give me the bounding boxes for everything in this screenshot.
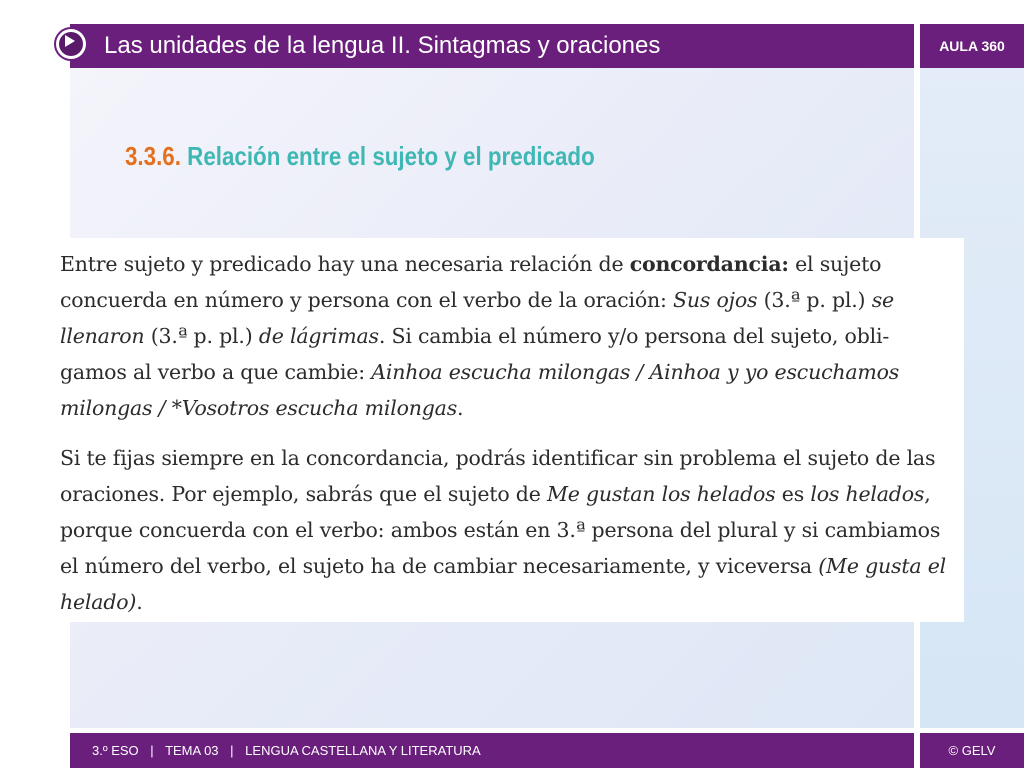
p1-run: concordancia: bbox=[629, 252, 789, 276]
paragraph-example bbox=[60, 440, 950, 620]
footer-topic: TEMA 03 bbox=[165, 743, 219, 758]
p1-run: Entre sujeto y predicado hay una necesaria relación de bbox=[60, 252, 630, 276]
brand-logo: AULA 360 bbox=[920, 24, 1024, 68]
play-icon-triangle bbox=[65, 35, 75, 47]
footer-breadcrumb bbox=[92, 733, 481, 768]
p1-run: Sus ojos bbox=[673, 288, 758, 312]
p1-run: . Si cambia el número y/o persona del sujeto, obli-gamos al verbo a que cambie: bbox=[60, 324, 890, 384]
p1-run: Ainhoa escucha milongas / Ainhoa y yo escuchamos milongas / *Vosotros escucha milongas bbox=[60, 360, 900, 420]
footer-separator: | bbox=[230, 743, 234, 758]
p2-run: (Me gusta el helado) bbox=[60, 554, 946, 614]
section-title: Relación entre el sujeto y el predicado bbox=[187, 141, 595, 171]
p1-run: de lágrimas bbox=[258, 324, 379, 348]
p2-run: Me gustan los helados bbox=[546, 482, 776, 506]
paragraph-concordance bbox=[60, 246, 950, 426]
p2-run: es bbox=[775, 482, 811, 506]
footer-subject: LENGUA CASTELLANA Y LITERATURA bbox=[245, 743, 481, 758]
play-icon[interactable] bbox=[56, 29, 86, 59]
p1-run: se llenaron bbox=[60, 288, 894, 348]
copyright: © GELV bbox=[920, 733, 1024, 768]
p1-run: el sujeto concuerda en número y persona con el verbo de la oración: bbox=[60, 252, 882, 312]
p2-run: , porque concuerda con el verbo: ambos están en 3.ª persona del plural y si cambiamos el número del verbo, el sujeto ha de cambiar necesariamente, y viceversa bbox=[60, 482, 941, 578]
p2-run: los helados bbox=[810, 482, 925, 506]
p1-run: (3.ª p. pl.) bbox=[144, 324, 259, 348]
section-heading bbox=[125, 138, 595, 174]
slide-title: Las unidades de la lengua II. Sintagmas y oraciones bbox=[104, 32, 661, 59]
section-number: 3.3.6. bbox=[125, 141, 181, 171]
footer-separator: | bbox=[150, 743, 154, 758]
p1-run: . bbox=[457, 396, 464, 420]
footer-course: 3.º ESO bbox=[92, 743, 139, 758]
p1-run: (3.ª p. pl.) bbox=[757, 288, 872, 312]
p2-run: Si te fijas siempre en la concordancia, podrás identificar sin problema el sujeto de las oraciones. Por ejemplo, sabrás que el sujeto de bbox=[60, 446, 936, 506]
p2-run: . bbox=[136, 590, 143, 614]
